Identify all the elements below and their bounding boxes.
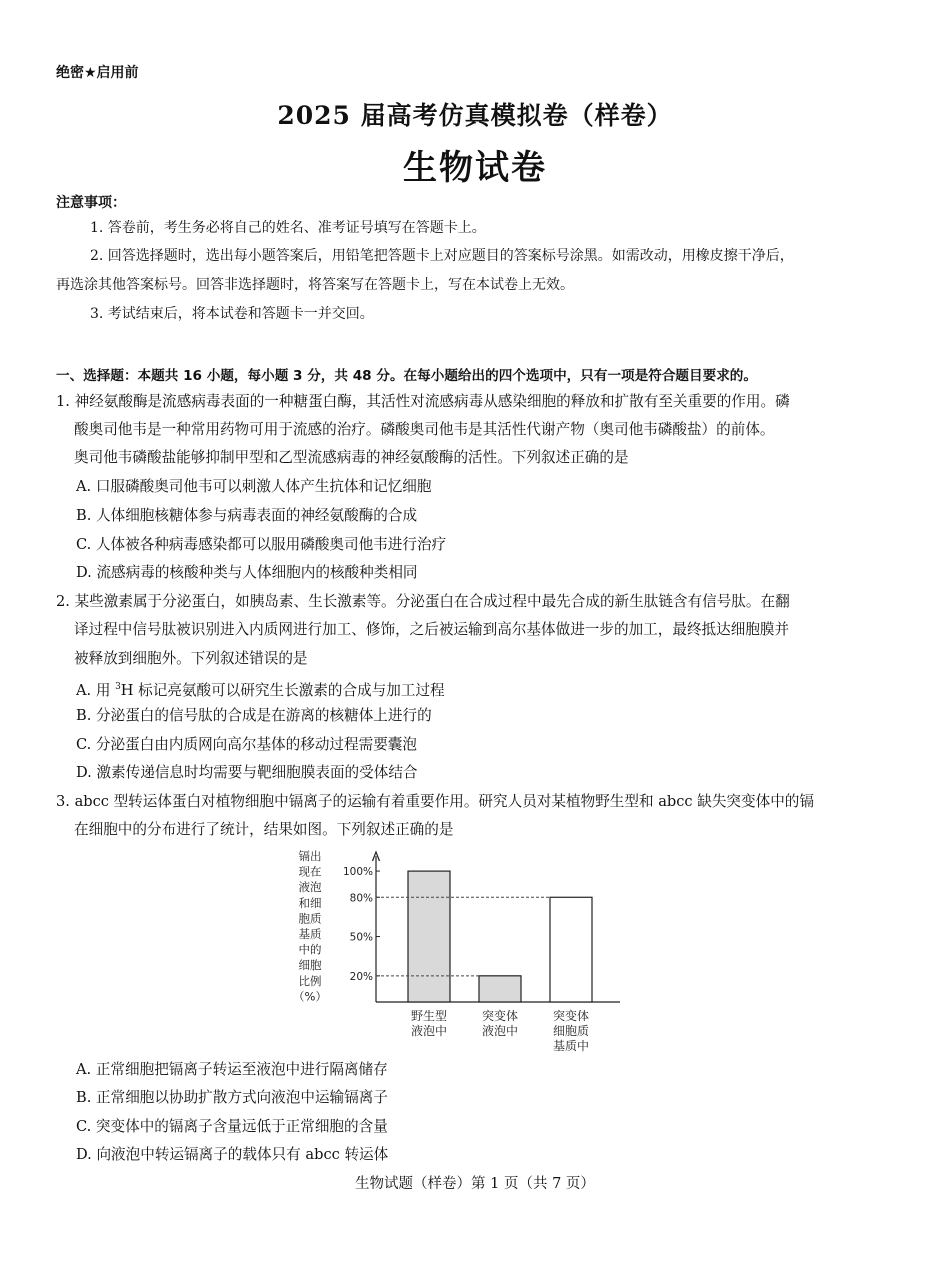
- x-category-label: 突变体: [481, 1009, 519, 1023]
- secret-mark: 绝密★启用前: [56, 65, 139, 81]
- notice-item-1: 1. 答卷前，考生务必将自己的姓名、准考证号填写在答题卡上。: [90, 220, 486, 236]
- y-axis-label-line: 中的: [298, 942, 322, 957]
- q2-option-a: [76, 677, 445, 701]
- notice-heading: 注意事项：: [56, 195, 126, 211]
- y-tick-label: 80%: [349, 892, 373, 905]
- q2-stem-line-2: 译过程中信号肽被识别进入内质网进行加工、修饰，之后被运输到高尔基体做进一步的加工，最终抵达细胞膜并: [74, 621, 790, 638]
- q2-option-c: C. 分泌蛋白由内质网向高尔基体的移动过程需要囊泡: [76, 736, 417, 753]
- bar-2: [479, 976, 521, 1002]
- y-axis-label-line: （%）: [293, 989, 327, 1004]
- q3-stem-line-2: 在细胞中的分布进行了统计，结果如图。下列叙述正确的是: [74, 821, 454, 838]
- notice-item-2-line-2: 再选涂其他答案标号。回答非选择题时，将答案写在答题卡上，写在本试卷上无效。: [56, 277, 574, 293]
- y-axis-label-line: 现在: [298, 864, 322, 879]
- x-category-label: 野生型: [410, 1009, 448, 1023]
- q3-option-c: C. 突变体中的镉离子含量远低于正常细胞的含量: [76, 1118, 388, 1135]
- y-axis-label-line: 液泡: [298, 880, 322, 895]
- q1-option-c: C. 人体被各种病毒感染都可以服用磷酸奥司他韦进行治疗: [76, 536, 447, 553]
- cadmium-distribution-chart: [290, 846, 630, 1058]
- q3-option-b: B. 正常细胞以协助扩散方式向液泡中运输镉离子: [76, 1089, 388, 1106]
- x-category-label: 液泡中: [481, 1024, 519, 1038]
- y-axis-label-line: 镉出: [298, 849, 322, 863]
- q1-stem-line-1: 1. 神经氨酸酶是流感病毒表面的一种糖蛋白酶，其活性对流感病毒从感染细胞的释放和扩散有至关重要的作用。磷: [56, 393, 790, 410]
- q1-stem-line-3: 奥司他韦磷酸盐能够抑制甲型和乙型流感病毒的神经氨酸酶的活性。下列叙述正确的是: [74, 449, 629, 466]
- x-category-label: 突变体: [552, 1009, 590, 1023]
- y-axis-label-line: 基质: [298, 927, 322, 941]
- y-axis-label-line: 和细: [298, 895, 322, 910]
- q2-option-d: D. 激素传递信息时均需要与靶细胞膜表面的受体结合: [76, 764, 418, 781]
- x-category-label: 基质中: [552, 1039, 590, 1053]
- notice-item-2-line-1: 2. 回答选择题时，选出每小题答案后，用铅笔把答题卡上对应题目的答案标号涂黑。如需改动，用橡皮擦干净后，: [90, 248, 794, 264]
- x-category-label: 液泡中: [410, 1024, 448, 1038]
- q2-option-b: B. 分泌蛋白的信号肽的合成是在游离的核糖体上进行的: [76, 707, 432, 724]
- subject-title: 生物试卷: [403, 148, 547, 188]
- q3-stem-line-1: 3. abcc 型转运体蛋白对植物细胞中镉离子的运输有着重要作用。研究人员对某植物野生型和 abcc 缺失突变体中的镉: [56, 793, 814, 810]
- q1-option-d: D. 流感病毒的核酸种类与人体细胞内的核酸种类相同: [76, 564, 418, 581]
- q2-stem-line-3: 被释放到细胞外。下列叙述错误的是: [74, 650, 308, 667]
- q1-option-a: A. 口服磷酸奥司他韦可以刺激人体产生抗体和记忆细胞: [76, 478, 432, 495]
- exam-title: 2025 届高考仿真模拟卷（样卷）: [277, 101, 673, 130]
- q3-option-d: D. 向液泡中转运镉离子的载体只有 abcc 转运体: [76, 1146, 389, 1163]
- q2-option-a-superscript: 3: [115, 682, 121, 692]
- bar-3: [550, 897, 592, 1002]
- y-axis-label-line: 胞质: [298, 911, 322, 926]
- q2-stem-line-1: 2. 某些激素属于分泌蛋白，如胰岛素、生长激素等。分泌蛋白在合成过程中最先合成的新生肽链含有信号肽。在翻: [56, 593, 790, 610]
- q2-option-a-pre: A. 用: [76, 681, 116, 699]
- notice-item-3: 3. 考试结束后，将本试卷和答题卡一并交回。: [90, 306, 374, 322]
- section-heading: 一、选择题：本题共 16 小题，每小题 3 分，共 48 分。在每小题给出的四个选项中，只有一项是符合题目要求的。: [56, 368, 757, 384]
- page-footer: 生物试题（样卷）第 1 页（共 7 页）: [355, 1176, 595, 1192]
- q2-option-a-post: H 标记亮氨酸可以研究生长激素的合成与加工过程: [120, 681, 445, 699]
- q1-stem-line-2: 酸奥司他韦是一种常用药物可用于流感的治疗。磷酸奥司他韦是其活性代谢产物（奥司他韦磷酸盐）的前体。: [74, 421, 775, 438]
- bar-1: [408, 871, 450, 1002]
- q1-option-b: B. 人体细胞核糖体参与病毒表面的神经氨酸酶的合成: [76, 507, 418, 524]
- y-tick-label: 20%: [349, 970, 373, 983]
- y-tick-label: 100%: [342, 866, 373, 879]
- y-axis-label-line: 比例: [298, 973, 322, 988]
- y-tick-label: 50%: [349, 931, 373, 944]
- q3-option-a: A. 正常细胞把镉离子转运至液泡中进行隔离储存: [76, 1061, 388, 1078]
- x-category-label: 细胞质: [552, 1024, 590, 1038]
- y-axis-label-line: 细胞: [298, 958, 322, 973]
